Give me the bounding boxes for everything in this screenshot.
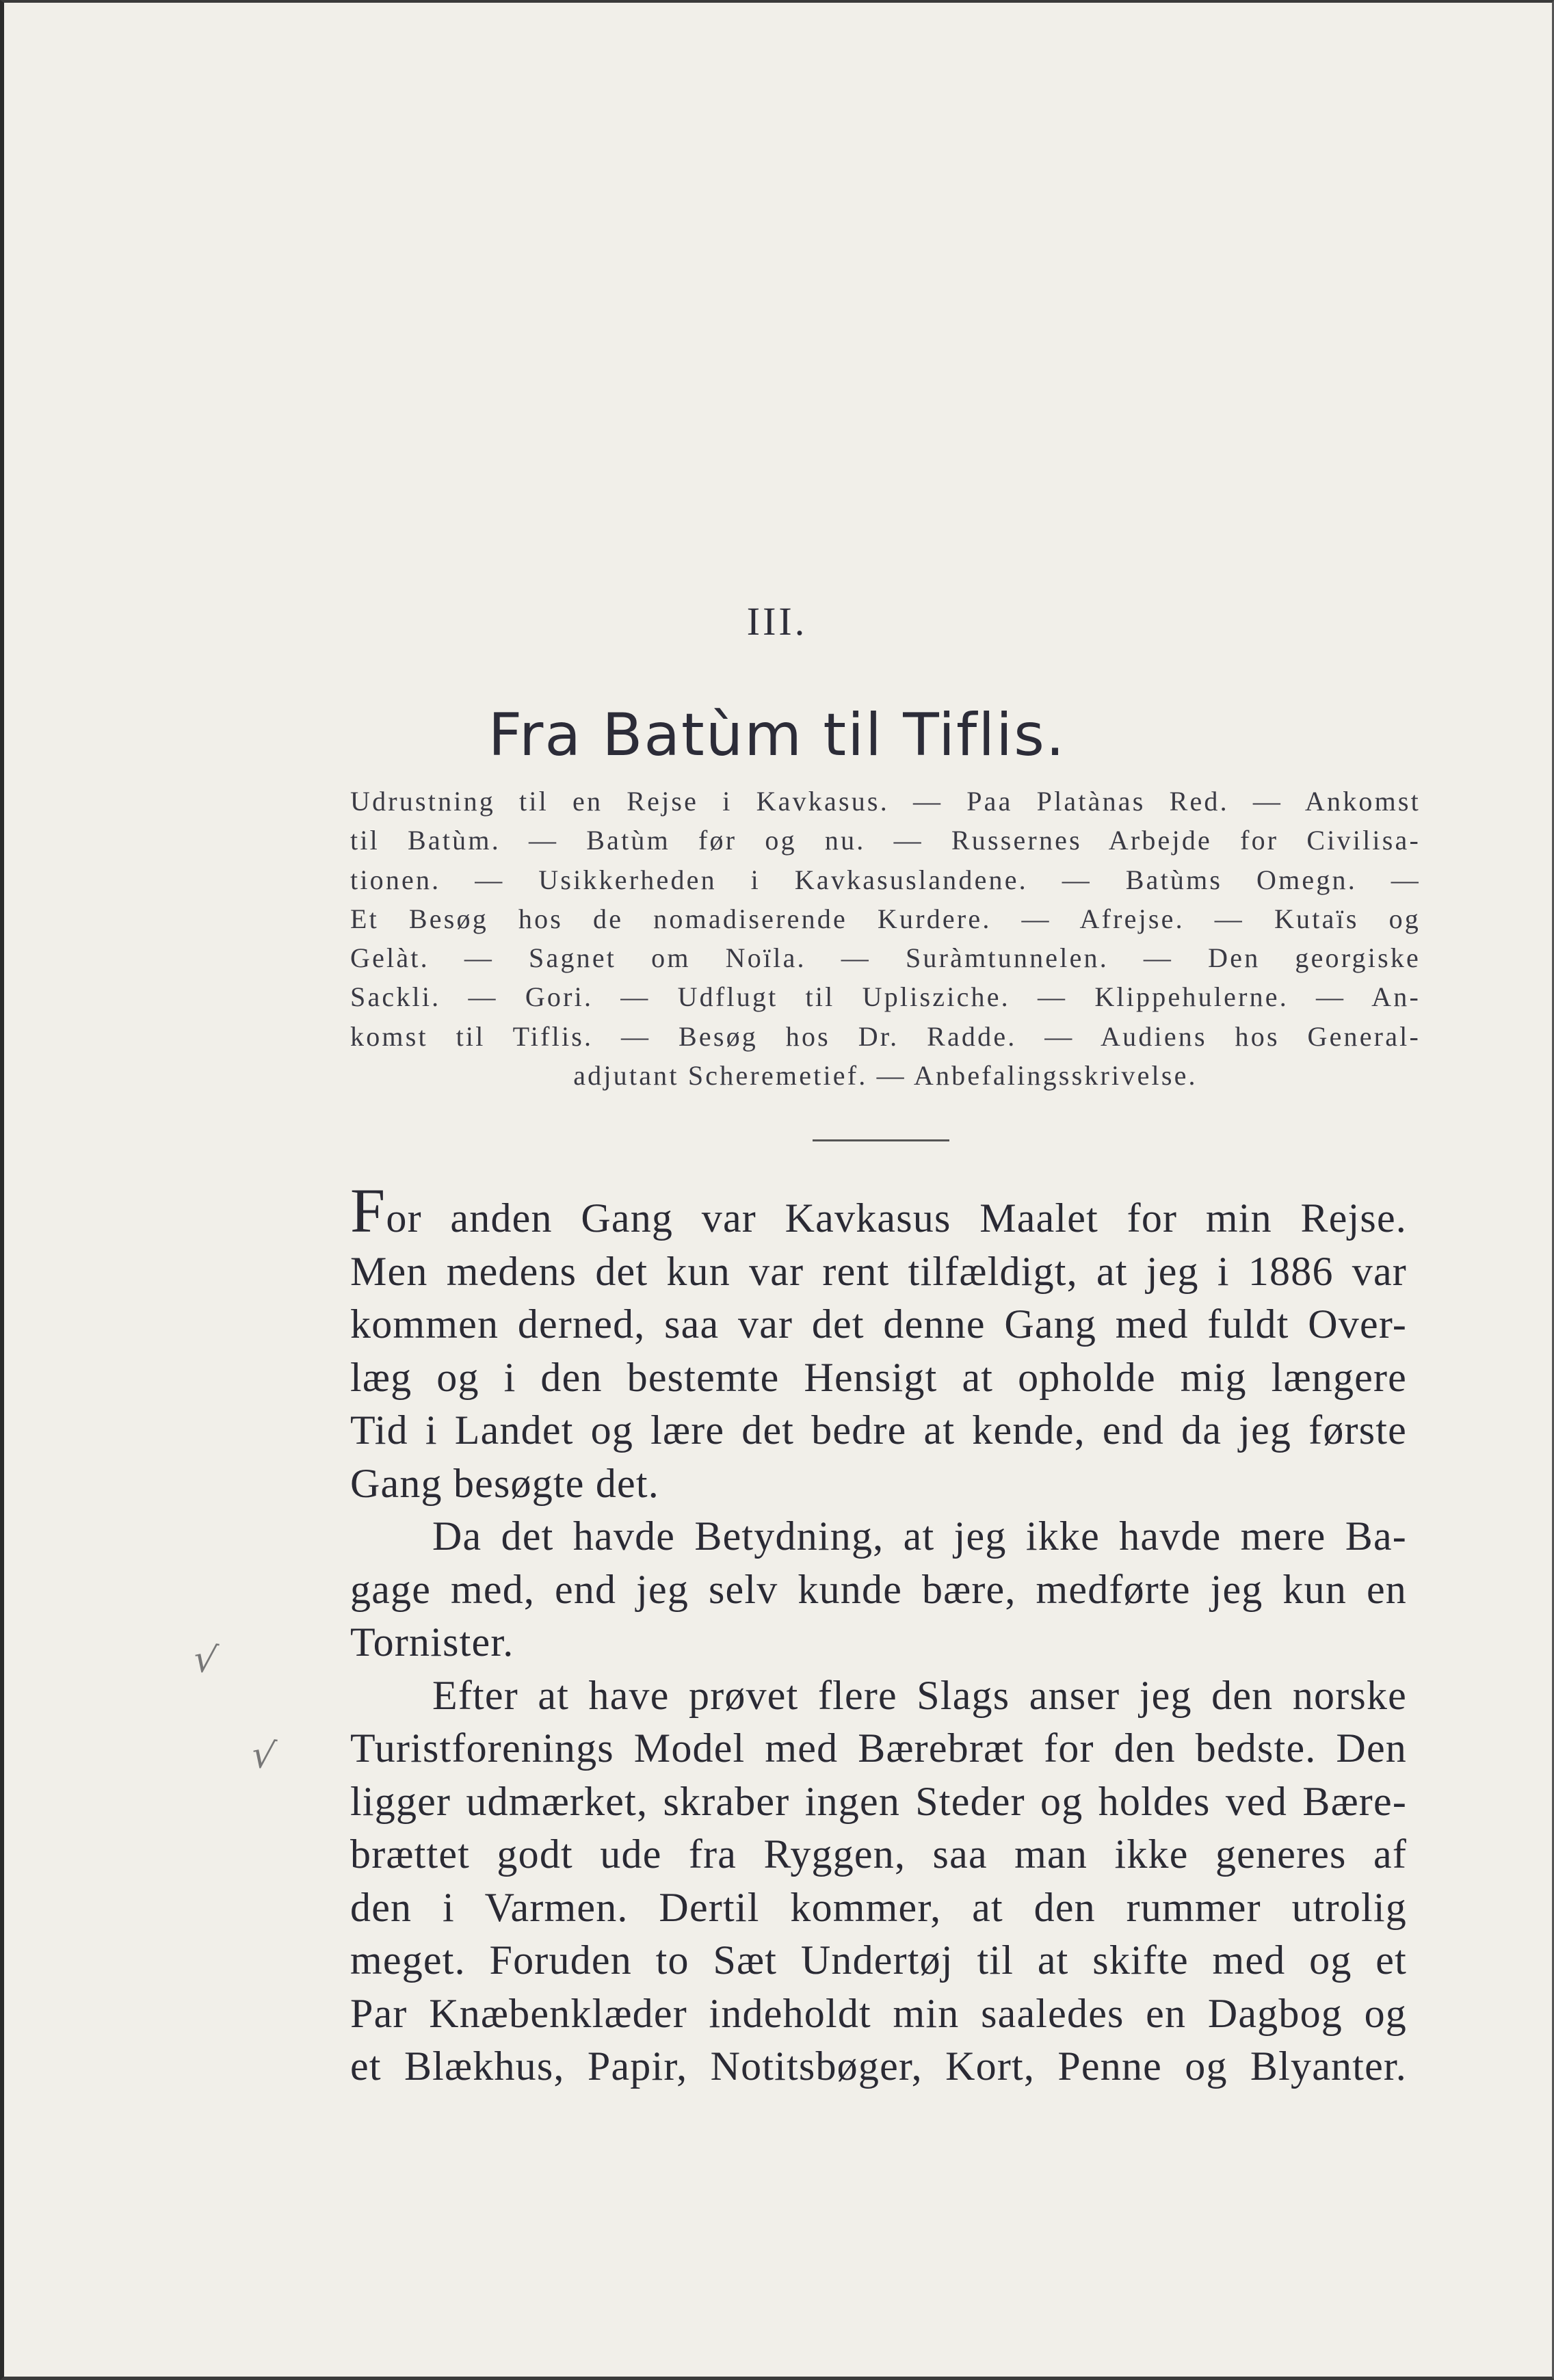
section-divider [813, 1139, 949, 1141]
chapter-title: Fra Batùm til Tiflis. [488, 701, 1066, 769]
paragraph-2 [350, 1510, 1407, 1669]
body-line: et Blækhus, Papir, Notitsbøger, Kort, Penne og Blyanter. [350, 2044, 1407, 2089]
summary-line: komst til Tiflis. — Besøg hos Dr. Radde. — Audiens hos General- [350, 1020, 1421, 1052]
body-line: Men medens det kun var rent tilfældigt, at jeg i 1886 var [350, 1248, 1407, 1294]
body-line: den i Varmen. Dertil kommer, at den rummer utrolig [350, 1884, 1407, 1930]
margin-checkmark: √ [190, 1636, 220, 1683]
summary-line: tionen. — Usikkerheden i Kavkasuslandene. — Batùms Omegn. — [350, 864, 1421, 895]
body-line: brættet godt ude fra Ryggen, saa man ikke generes af [350, 1832, 1407, 1877]
paragraph-1 [350, 1176, 1407, 1510]
body-line: For anden Gang var Kavkasus Maalet for min Rejse. [350, 1176, 1407, 1245]
body-line: ligger udmærket, skraber ingen Steder og holdes ved Bære- [350, 1778, 1407, 1824]
body-line: Efter at have prøvet flere Slags anser jeg den norske [432, 1672, 1407, 1718]
body-line: læg og i den bestemte Hensigt at opholde mig længere [350, 1354, 1407, 1400]
summary-line: Sackli. — Gori. — Udflugt til Uplisziche. — Klippehulerne. — An- [350, 981, 1421, 1013]
body-line: Par Knæbenklæder indeholdt min saaledes en Dagbog og [350, 1990, 1407, 2036]
body-line: meget. Foruden to Sæt Undertøj til at skifte med og et [350, 1938, 1407, 1983]
chapter-number: III. [746, 599, 808, 644]
summary-line: Gelàt. — Sagnet om Noïla. — Suràmtunnelen. — Den georgiske [350, 942, 1421, 974]
drop-cap: F [350, 1176, 386, 1245]
margin-checkmark: √ [248, 1732, 278, 1779]
body-text [350, 1176, 1407, 2093]
chapter-summary [350, 782, 1421, 1095]
paragraph-3 [350, 1669, 1407, 2093]
body-line: Da det havde Betydning, at jeg ikke havde mere Ba- [432, 1513, 1407, 1559]
body-line: gage med, end jeg selv kunde bære, medførte jeg kun en [350, 1566, 1407, 1612]
body-line: Tornister. [350, 1619, 514, 1665]
summary-line: Et Besøg hos de nomadiserende Kurdere. — Afrejse. — Kutaïs og [350, 903, 1421, 934]
body-line: kommen derned, saa var det denne Gang med fuldt Over- [350, 1301, 1407, 1347]
summary-line: adjutant Scheremetief. — Anbefalingsskrivelse. [573, 1060, 1198, 1092]
body-line: Turistforenings Model med Bærebræt for den bedste. Den [350, 1726, 1407, 1771]
body-line: Tid i Landet og lære det bedre at kende, end da jeg første [350, 1407, 1407, 1453]
summary-line: til Batùm. — Batùm før og nu. — Russernes Arbejde for Civilisa- [350, 825, 1421, 856]
body-line: Gang besøgte det. [350, 1460, 659, 1506]
summary-line: Udrustning til en Rejse i Kavkasus. — Paa Platànas Red. — Ankomst [350, 786, 1421, 817]
